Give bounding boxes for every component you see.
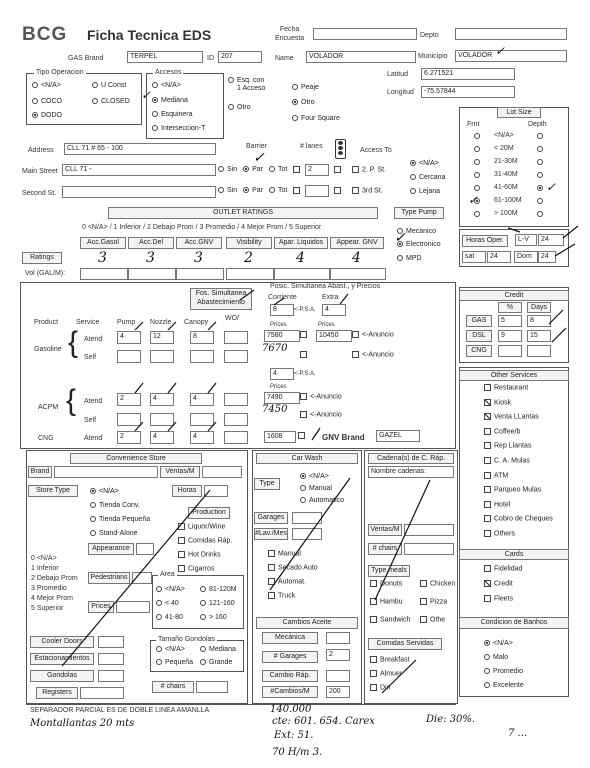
option-label: < 40 <box>165 600 179 607</box>
option-label: Pizza <box>430 598 448 606</box>
option-label: Others <box>494 530 516 538</box>
stroke-carwash-slash <box>270 478 350 590</box>
option-label: Othe <box>430 616 446 624</box>
option-label: Stand-Alone <box>99 530 138 537</box>
option-label: C. A. Mulas <box>494 457 530 465</box>
stroke-fuel-d <box>135 383 143 393</box>
acpm-psa-field[interactable]: 4 <box>270 368 294 380</box>
gas-brand-label: GAS Brand <box>68 55 104 62</box>
scale-label: 4 Mejor Prom <box>31 595 74 602</box>
municipio-label: Municipio <box>418 53 448 60</box>
acpm-label: ACPM <box>38 404 59 411</box>
cng-nozzle-field[interactable]: 4 <box>150 431 174 444</box>
option-label: Sin <box>227 166 238 173</box>
longitud-field[interactable]: -75.57844 <box>421 86 515 98</box>
lanes-label: # lanes <box>300 143 323 150</box>
stroke-fuel-f <box>208 383 216 393</box>
option-label: Excelente <box>493 682 524 689</box>
option-label: Otro <box>301 99 315 106</box>
type-pump-title: Type Pump <box>394 207 444 219</box>
outlet-column-header: Visibility <box>226 237 272 249</box>
latitud-field[interactable]: 6.271521 <box>421 68 515 80</box>
footer-note-2: 140.000 <box>270 704 312 715</box>
option-label: Donuts <box>380 580 403 588</box>
name-field[interactable]: VOLADOR <box>306 51 416 63</box>
fecha-label: Fecha Encuesta <box>275 26 305 42</box>
dom-field[interactable]: 24 <box>538 251 556 263</box>
cambio-rap-label: Cambio Ráp. <box>262 670 318 682</box>
option-label: 2. P. St. <box>362 166 386 174</box>
car-wash-type-label: Type <box>254 478 280 490</box>
gondolas-label: Gondolas <box>30 670 94 682</box>
appearance-label: Appearance <box>88 543 134 555</box>
outlet-ratings-title: OUTLET RATINGS <box>108 207 378 219</box>
option-label: ATM <box>494 471 509 479</box>
gnv-brand-label: GNV Brand <box>322 433 365 442</box>
scale-label: 0 <N/A> <box>31 555 57 562</box>
service-label: Service <box>76 319 100 326</box>
option-label: 3rd St. <box>362 187 383 195</box>
option-label: Automat. <box>278 578 307 586</box>
option-label: Grande <box>209 659 233 666</box>
option-label: 121-160 <box>209 600 235 607</box>
address-label: Address <box>28 147 54 154</box>
footer-note-5: Ext: 51. <box>274 730 314 741</box>
ncambios-field[interactable]: 200 <box>326 686 350 698</box>
option-label: Esq. con 1 Acceso <box>237 77 266 92</box>
cs-chairs-label: # chairs <box>152 681 194 693</box>
extra-field[interactable]: 4 <box>322 304 346 316</box>
option-label: Hot Drinks <box>188 551 221 559</box>
outlet-column-header: Acc.GNV <box>176 237 222 249</box>
option-label: <N/A> <box>161 82 181 89</box>
convenience-title: Convenience Store <box>70 453 202 464</box>
cng-price[interactable]: 1608 <box>264 431 296 443</box>
lot-size-option-label: < 20M <box>494 145 514 152</box>
acpm-psa-label: <-P.S.A. <box>294 371 316 377</box>
credit-pct-field[interactable]: 9 <box>498 330 522 342</box>
area-label: Area <box>160 571 175 578</box>
municipio-check: ✓ <box>495 44 506 58</box>
lv-field[interactable]: 24 <box>538 234 564 246</box>
footer-note-4: Die: 30%. <box>426 714 476 725</box>
psa-label: <-P.S.A. <box>294 307 316 313</box>
gasoline-atend-label: Atend <box>84 336 103 343</box>
option-label: <N/A> <box>99 488 119 495</box>
option-label: Lejana <box>419 188 441 195</box>
registers-label: Registers <box>36 687 78 699</box>
rating-value: 2 <box>244 250 253 266</box>
lot-size-option-label: 41-60M <box>494 184 518 191</box>
cooler-label: Cooler Doors <box>30 636 94 648</box>
outlet-column-header: Apar. Liquidos <box>274 237 328 249</box>
option-label: Tienda Conv. <box>99 502 140 509</box>
banos-title: Condicion de Banhos <box>459 617 569 629</box>
stroke-horas-b <box>555 244 575 256</box>
anuncio-label: <-Anuncio <box>362 331 394 339</box>
address-field[interactable]: CLL 71 # 65 - 100 <box>64 143 216 155</box>
anuncio-label: <-Anuncio <box>310 393 342 401</box>
option-label: <N/A> <box>419 160 439 167</box>
mecanica-label: Mecánica <box>262 632 318 644</box>
acpm-price-handwritten: 7450 <box>262 404 288 415</box>
option-label: > 160 <box>209 614 227 621</box>
longitud-label: Longitud <box>387 89 414 96</box>
option-label: Promedio <box>493 668 523 675</box>
nozzle-label: Nozzle <box>150 319 172 326</box>
page-title: Ficha Tecnica EDS <box>87 27 212 43</box>
option-label: Kiosk <box>494 398 512 406</box>
footer-separator-text: SEPARADOR PARCIAL ES DE DOBLE LINEA AMANLLA <box>30 707 210 714</box>
option-label: Cercana <box>419 174 446 181</box>
stroke-credit-b <box>552 328 566 342</box>
outlet-column-header: Appear. GNV <box>330 237 384 249</box>
horas-cs-label: Horas <box>172 485 202 497</box>
gasoline-price-1[interactable]: 7580 <box>264 330 300 342</box>
latitud-label: Latitud <box>387 71 409 78</box>
vol-label: Vol (GAL/M): <box>25 270 66 277</box>
option-label: Pequeña <box>165 659 194 666</box>
barrier-check: ✓ <box>253 150 265 166</box>
cng-pump-field[interactable]: 2 <box>117 431 141 444</box>
stroke-convenience-slash <box>62 490 210 666</box>
stroke-fuel-c <box>208 322 216 330</box>
scale-label: 5 Superior <box>31 605 64 612</box>
gasoline-price-2[interactable]: 10450 <box>316 330 352 342</box>
option-label: Restaurant <box>494 384 529 392</box>
option-label: Interseccion-T <box>161 125 206 132</box>
gnv-brand-field[interactable]: GAZEL <box>376 430 420 442</box>
brand-label: Brand <box>28 466 52 478</box>
sat-label-box: sat <box>462 251 486 263</box>
cng-canopy-field[interactable]: 4 <box>190 431 214 444</box>
scale-label: 1 Inferior <box>31 565 59 572</box>
acpm-nozzle-field[interactable]: 4 <box>150 393 174 406</box>
option-label: Par <box>252 166 263 173</box>
footer-note-1: Montallantas 20 mts <box>30 718 135 729</box>
depth-label: Depth <box>528 121 547 128</box>
sat-field[interactable]: 24 <box>487 251 511 263</box>
stroke-cadena-slash <box>375 480 430 600</box>
option-label: Parqueo Mulas <box>494 486 542 494</box>
option-label: Esquinera <box>161 111 193 118</box>
outlet-column-header: Acc.Gasol <box>80 237 126 249</box>
tipo-operacion-title: Tipo Operacion <box>36 69 84 76</box>
electronico-check: ✓ <box>394 230 406 246</box>
option-label: Sin <box>227 187 238 194</box>
wo-label: WO/ <box>225 315 239 322</box>
option-label: Tienda Pequeña <box>99 516 151 523</box>
ventas-label: Ventas/M <box>160 466 200 478</box>
bcg-logo: BCG <box>22 24 68 45</box>
tamano-label: Tamaño Gondolas <box>158 636 215 643</box>
gasoline-pump-field[interactable]: 4 <box>117 331 141 344</box>
option-label: Coffee/b <box>494 428 521 436</box>
corriente-label: Corriente <box>268 294 297 301</box>
fos-label: Fos. Simultanea Abastecimiento <box>190 288 252 310</box>
acpm-atend-label: Atend <box>84 398 103 405</box>
main-street-label: Main Street <box>22 168 58 175</box>
anuncio-label: <-Anuncio <box>362 351 394 359</box>
rating-value: 3 <box>98 250 107 266</box>
credit-row-name: DSL <box>466 330 492 342</box>
production-label: Production <box>188 507 230 519</box>
gasoline-canopy-field[interactable]: 8 <box>190 331 214 344</box>
footer-note-3: cte: 601. 654. Carex <box>272 716 375 727</box>
footer-note-7: 7 ... <box>508 728 528 739</box>
product-label: Product <box>34 319 59 326</box>
stroke-ratings-b <box>274 298 284 305</box>
option-label: Din <box>380 684 391 692</box>
cng-label: CNG <box>38 435 54 442</box>
rating-value: 3 <box>146 250 155 266</box>
gasoline-brace: { <box>68 326 79 359</box>
acpm-brace: { <box>66 384 77 417</box>
nombre-cadenas-field[interactable]: Nombre cadenas: <box>368 466 454 478</box>
type-meals-label: Type meals <box>368 565 410 577</box>
acpm-pump-field[interactable]: 2 <box>117 393 141 406</box>
option-label: Rep Llantas <box>494 442 532 450</box>
option-label: Sandwich <box>380 616 411 624</box>
stroke-fuel-i <box>208 422 216 431</box>
municipio-field[interactable]: VOLADOR <box>455 50 567 62</box>
rating-value: 3 <box>194 250 203 266</box>
option-label: Mecanico <box>406 228 436 235</box>
comidas-label: Comidas Servidas <box>368 638 442 650</box>
option-label: Venta LLantas <box>494 413 539 421</box>
option-label: U Const <box>101 82 127 89</box>
pedestrians-label: Pedestrians <box>88 572 130 584</box>
extra-label: Extra <box>322 294 339 301</box>
option-label: Secado Auto <box>278 564 318 572</box>
option-label: 81-120M <box>209 586 237 593</box>
other-services-title: Other Services <box>459 370 569 381</box>
depto-label: Depto <box>420 32 439 39</box>
cambios-title: Cambios Aceite <box>256 617 358 629</box>
prices-label-1: Prices <box>270 322 287 328</box>
option-label: Fleets <box>494 595 514 603</box>
ngarages-label: # Garages <box>262 651 318 663</box>
cadena-chairs-label: # chairs <box>368 543 402 555</box>
store-type-label: Store Type <box>28 485 78 497</box>
scale-label: 2 Debajo Prom <box>31 575 78 582</box>
gasoline-price1-handwritten: 7670 <box>262 343 288 354</box>
second-st-label: Second St. <box>22 190 57 197</box>
stroke-extra-a <box>340 294 348 304</box>
lot-size-title: Lot Size <box>497 107 541 118</box>
credit-pct-field[interactable]: 5 <box>498 315 522 327</box>
credit-row-name: GAS <box>466 315 492 327</box>
option-label: Credit <box>494 580 513 588</box>
option-label: <N/A> <box>493 640 513 647</box>
option-label: Par <box>252 187 263 194</box>
option-label: Truck <box>278 592 296 600</box>
cng-atend-label: Atend <box>84 435 103 442</box>
stroke-fuel-g <box>135 422 143 431</box>
id-field[interactable]: 207 <box>218 51 262 63</box>
estacion-label: Estacionamientos <box>30 653 94 665</box>
access-to-label: Access To <box>360 147 392 154</box>
option-label: Liquor/Wine <box>188 523 226 531</box>
option-label: MPD <box>406 255 422 262</box>
posic-label: Posic. Simultanea Abast., y Precios <box>270 283 381 290</box>
prices-label-2: Prices <box>318 322 335 328</box>
acpm-price[interactable]: 7490 <box>264 392 300 404</box>
outlet-scale: 0 <N/A> / 1 Inferior / 2 Debajo Prom / 3 Promedio / 4 Mejor Prom / 5 Superior <box>82 224 322 231</box>
dom-label-box: Dom <box>514 251 538 263</box>
horas-label: Horas Oper. <box>462 235 508 247</box>
stroke-ratings-a <box>240 290 254 300</box>
scale-label: 3 Promedio <box>31 585 67 592</box>
acpm-self-label: Self <box>84 417 97 424</box>
credit-days-field[interactable]: 8 <box>527 315 551 327</box>
option-label: Manual <box>309 485 332 492</box>
rating-value: 4 <box>352 250 361 266</box>
option-label: COCO <box>41 98 62 105</box>
id-label: ID <box>207 55 214 62</box>
option-label: Breakfast <box>380 656 410 664</box>
frnt-label: Frnt <box>467 121 480 128</box>
option-label: <N/A> <box>165 646 185 653</box>
acpm-canopy-field[interactable]: 4 <box>190 393 214 406</box>
option-label: 41-80 <box>165 614 183 621</box>
stroke-horas-a <box>563 226 578 238</box>
gasoline-self-label: Self <box>84 354 97 361</box>
option-label: Hotel <box>494 501 511 509</box>
option-label: <N/A> <box>165 586 185 593</box>
main-street-field[interactable]: CLL 71 - <box>62 164 216 176</box>
lot-size-option-label: 61-100M <box>494 197 522 204</box>
anuncio-label: <-Anuncio <box>310 411 342 419</box>
accesos-title: Accesos <box>155 69 182 76</box>
ncambios-label: #Cambios/M <box>262 686 318 698</box>
lv-label-box: L-V <box>515 234 537 246</box>
footer-separator <box>26 704 456 705</box>
option-label: Tot <box>277 166 288 173</box>
option-label: DODO <box>41 112 62 119</box>
option-label: <N/A> <box>41 82 61 89</box>
lot-size-option-label: <N/A> <box>494 132 514 139</box>
option-label: Cobro de Cheques <box>494 515 553 523</box>
cadena-ventas-label: Ventas/M <box>368 524 402 536</box>
cadena-title: Cadena(s) de C. Ráp. <box>368 453 454 464</box>
lot-size-option-label: 21-30M <box>494 158 518 165</box>
corriente-field[interactable]: 8 <box>270 304 294 316</box>
stroke-fuel-a <box>135 322 143 330</box>
lav-label: #Lav./Mes <box>254 528 288 540</box>
outlet-column-header: Acc.Del <box>128 237 174 249</box>
pump-label: Pump <box>117 319 136 326</box>
stroke-fuel-e <box>168 383 176 393</box>
option-label: <N/A> <box>309 473 329 480</box>
option-label: CLOSED <box>101 98 130 105</box>
frnt-check: ✓ <box>468 193 479 207</box>
stroke-fuel-h <box>168 422 176 431</box>
stroke-cng-a <box>312 428 320 440</box>
footer-note-6: 70 H/m 3. <box>272 747 323 758</box>
prices-cs-label: Prices <box>88 601 114 613</box>
option-label: Mediana <box>209 646 236 653</box>
option-label: Fidelidad <box>494 565 523 573</box>
stroke-lot-a <box>508 228 520 232</box>
ngarages-field[interactable]: 2 <box>326 649 350 661</box>
option-label: Chicken <box>430 580 456 588</box>
cards-title: Cards <box>459 549 569 560</box>
acpm-prices-label: Prices <box>270 384 287 390</box>
option-label: Peaje <box>301 84 319 91</box>
gasoline-nozzle-field[interactable]: 12 <box>150 331 174 344</box>
mediana-check: ✓ <box>141 88 152 102</box>
option-label: Cigarros <box>188 565 215 573</box>
option-label: Almuer <box>380 670 403 678</box>
stroke-credit-a <box>549 310 563 324</box>
option-label: Electronico <box>406 241 441 248</box>
credit-row-name: CNG <box>466 345 492 357</box>
option-label: Four Square <box>301 115 340 122</box>
garages-label: Garages <box>254 512 288 524</box>
credit-days-field[interactable]: 15 <box>527 330 551 342</box>
gas-brand-field[interactable]: TERPEL <box>127 51 203 63</box>
car-wash-title: Car Wash <box>256 453 358 464</box>
depth-check: ✓ <box>546 180 557 194</box>
canopy-label: Canopy <box>184 319 209 326</box>
credit-days-label: Days <box>527 302 551 313</box>
lot-size-option-label: 31-40M <box>494 171 518 178</box>
stroke-comidas-slash <box>382 660 416 693</box>
stroke-fuel-b <box>168 322 176 330</box>
gasoline-label: Gasoline <box>34 346 62 353</box>
option-label: Otro <box>237 104 251 111</box>
option-label: Tot <box>277 187 288 194</box>
credit-pct-label: % <box>498 302 522 313</box>
barrier-label: Barrier <box>246 143 268 150</box>
option-label: Mediana <box>161 97 188 104</box>
option-label: Automatico <box>309 497 345 504</box>
lanes-main-field[interactable]: 2 <box>305 164 329 176</box>
rating-value: 4 <box>296 250 305 266</box>
ratings-label: Ratings <box>22 252 62 264</box>
option-label: Manual <box>278 550 301 558</box>
option-label: Malo <box>493 654 509 661</box>
name-label: Name <box>275 55 294 62</box>
credit-title: Credit <box>459 290 569 301</box>
option-label: Comidas Ráp. <box>188 537 233 545</box>
lot-size-option-label: > 100M <box>494 210 518 217</box>
option-label: Hambu <box>380 598 403 606</box>
